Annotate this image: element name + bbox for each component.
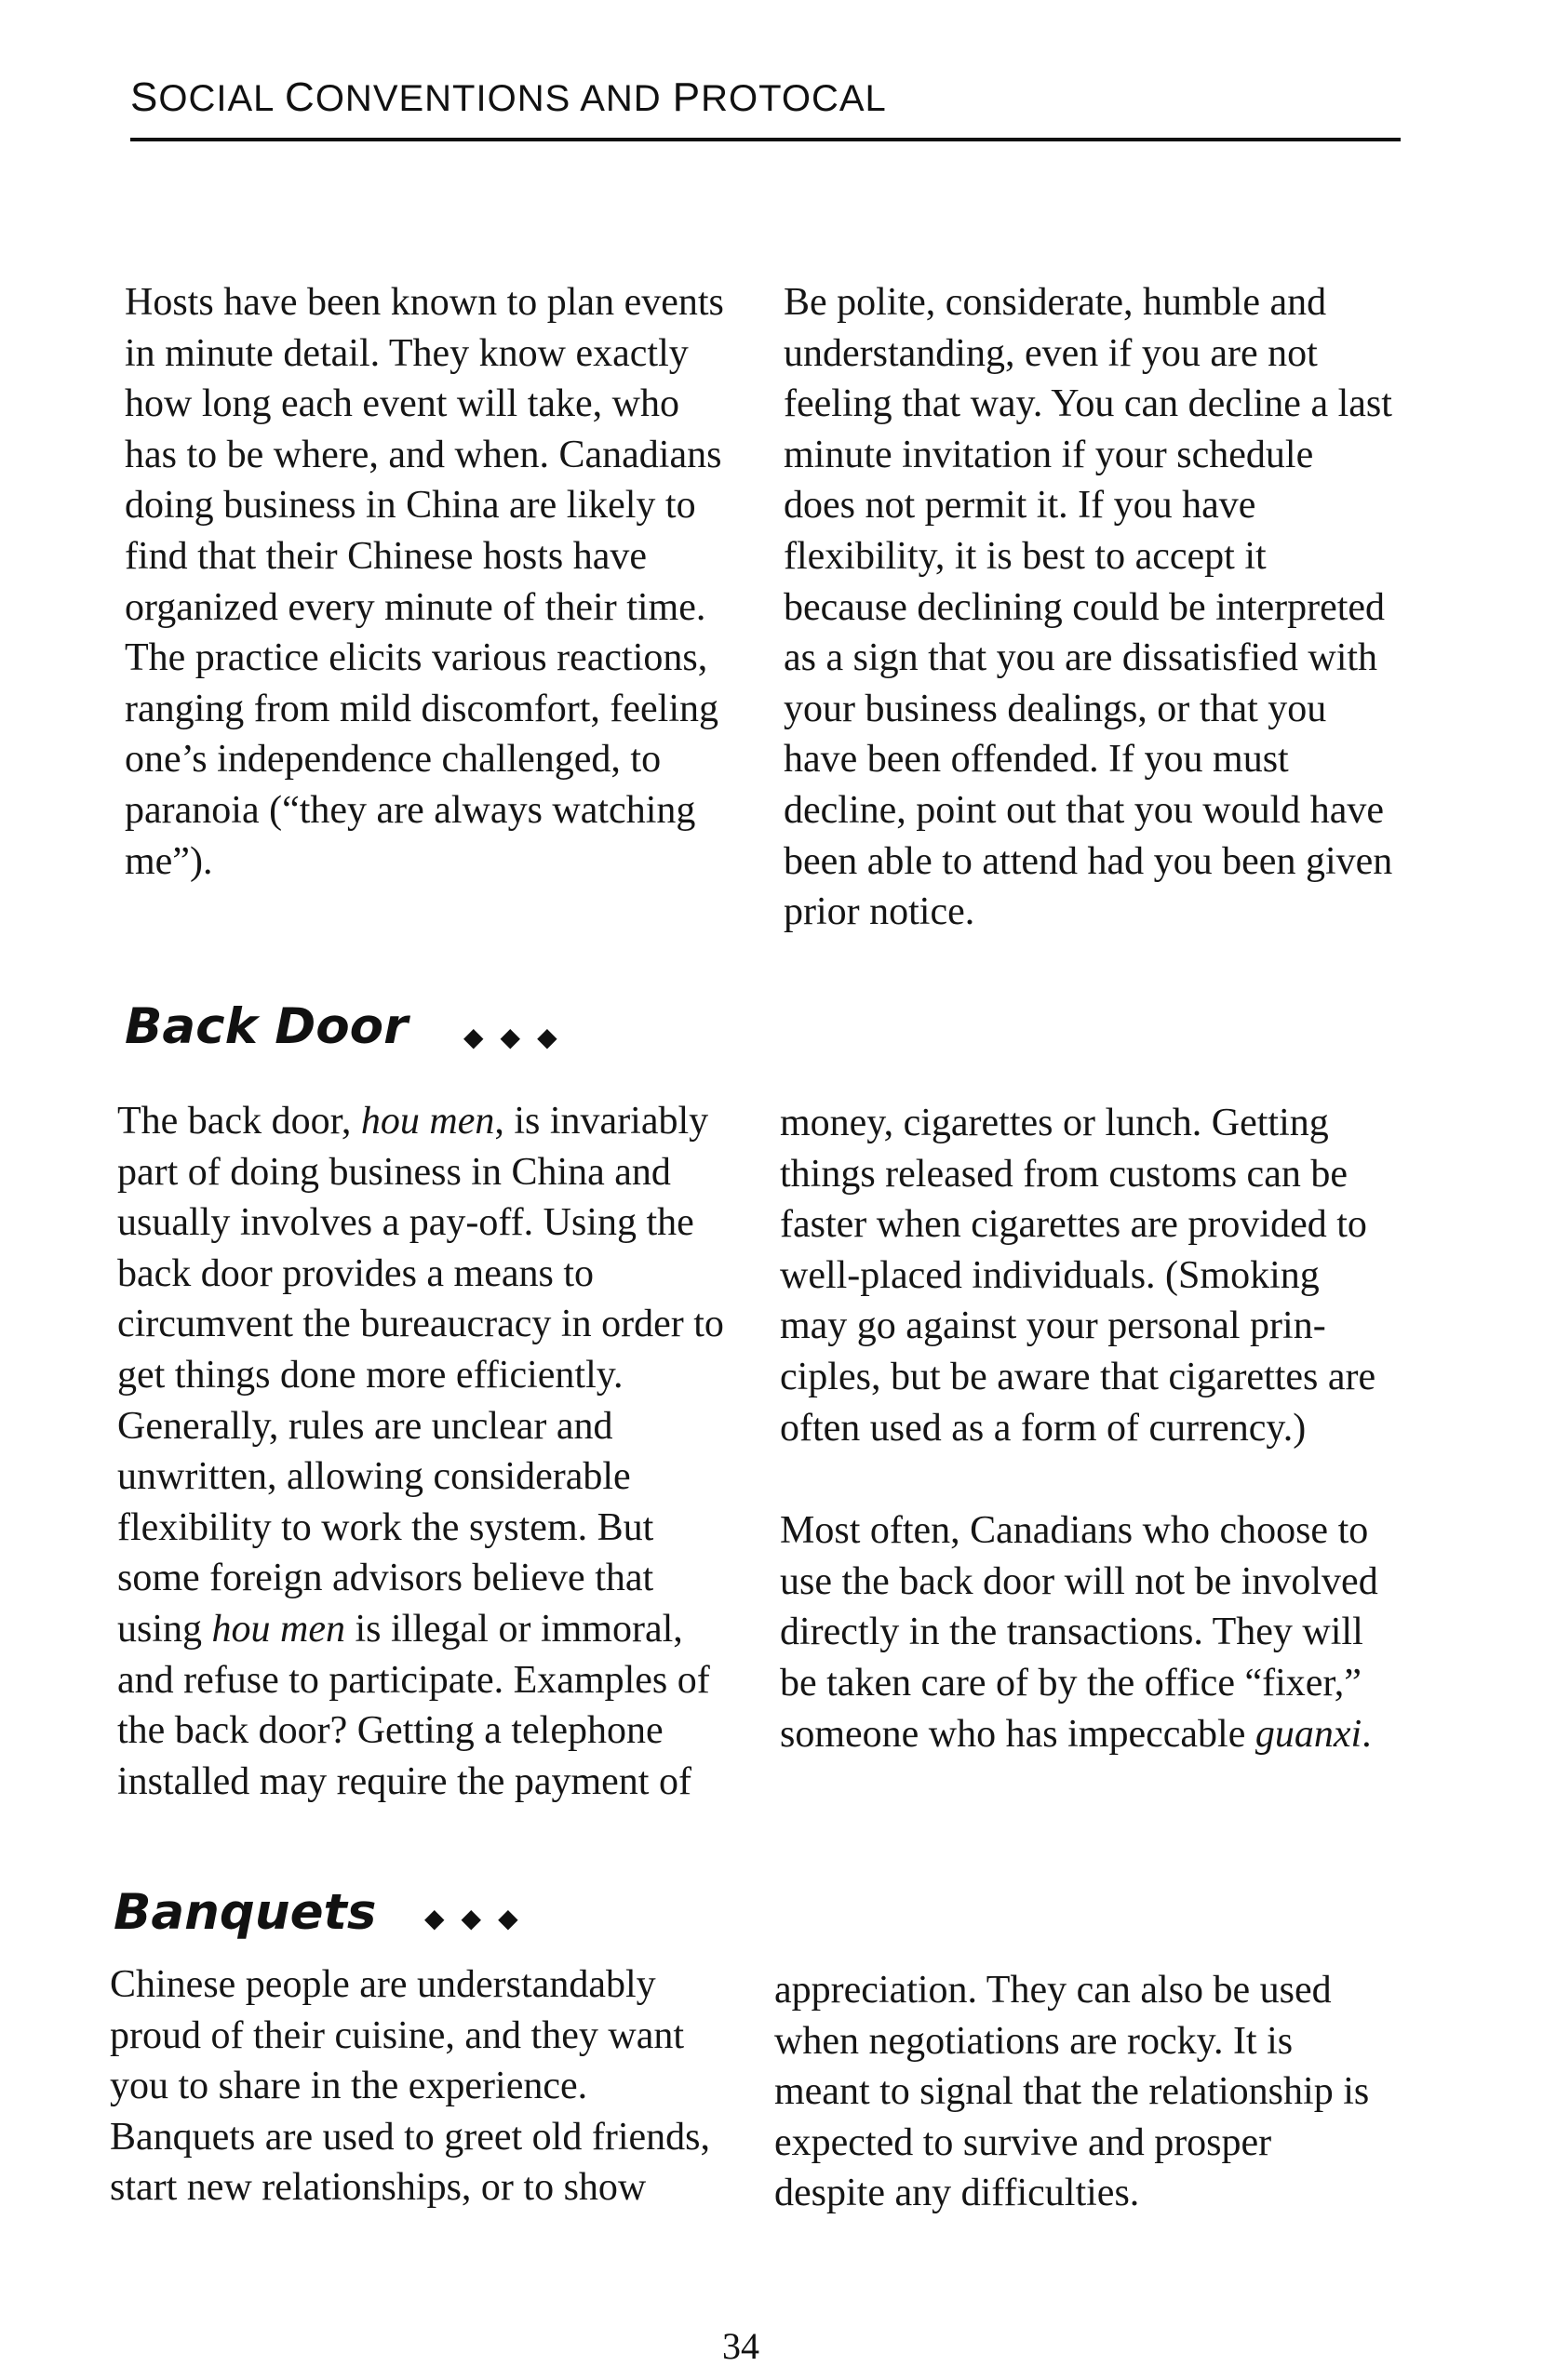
text-line: may go against your personal prin- bbox=[780, 1304, 1326, 1348]
text-line: doing business in China are likely to bbox=[125, 484, 696, 528]
diamond-ornament-icon: ◆◆◆ bbox=[424, 1903, 535, 1933]
text-run: is illegal or immoral, bbox=[345, 1607, 683, 1651]
text-line: paranoia (“they are always watching bbox=[125, 788, 696, 832]
header-initial-p: P bbox=[672, 74, 702, 120]
text-line: prior notice. bbox=[784, 890, 975, 934]
section-heading-back-door: Back Door bbox=[125, 998, 409, 1055]
text-line: your business dealings, or that you bbox=[784, 687, 1327, 730]
text-line: minute invitation if your schedule bbox=[784, 433, 1314, 476]
text-lines bbox=[117, 1151, 724, 1600]
text-line: and refuse to participate. Examples of bbox=[117, 1658, 710, 1702]
text-line: have been offended. If you must bbox=[784, 738, 1289, 782]
header-text-rotocal: ROTOCAL bbox=[701, 78, 887, 119]
text-line: Be polite, considerate, humble and bbox=[784, 281, 1327, 324]
text-line: be taken care of by the office “fixer,” bbox=[780, 1661, 1362, 1705]
text-line: how long each event will take, who bbox=[125, 382, 679, 426]
text-line: usually involves a pay-off. Using the bbox=[117, 1201, 694, 1245]
text-line: flexibility, it is best to accept it bbox=[784, 534, 1267, 578]
text-line: does not permit it. If you have bbox=[784, 484, 1256, 528]
text-line: start new relationships, or to show bbox=[110, 2166, 647, 2210]
text-line: because declining could be interpreted bbox=[784, 585, 1386, 629]
text-line: Chinese people are understandably bbox=[110, 1963, 656, 2006]
text-line: appreciation. They can also be used bbox=[774, 1969, 1332, 2012]
header-initial-c: C bbox=[285, 74, 315, 120]
banquets-right-paragraph bbox=[774, 1965, 1416, 2219]
text-line: organized every minute of their time. bbox=[125, 585, 706, 629]
text-line: often used as a form of currency.) bbox=[780, 1406, 1307, 1450]
running-header bbox=[130, 74, 1398, 121]
back-door-left-paragraph bbox=[117, 1096, 750, 1807]
text-line: well-placed individuals. (Smoking bbox=[780, 1253, 1320, 1297]
text-run: someone who has impeccable bbox=[780, 1712, 1255, 1756]
back-door-right-paragraph-2 bbox=[780, 1505, 1422, 1759]
text-line: things released from customs can be bbox=[780, 1152, 1348, 1196]
header-initial-s: S bbox=[130, 74, 159, 120]
intro-right-column bbox=[784, 277, 1416, 938]
text-line: decline, point out that you would have bbox=[784, 788, 1385, 832]
banquets-left-paragraph bbox=[110, 1959, 761, 2213]
term-guanxi: guanxi bbox=[1255, 1712, 1362, 1756]
text-line: Hosts have been known to plan events bbox=[125, 281, 724, 324]
intro-left-column bbox=[125, 277, 739, 887]
text-line: despite any difficulties. bbox=[774, 2172, 1140, 2215]
text-line: money, cigarettes or lunch. Getting bbox=[780, 1102, 1329, 1144]
text-line: The practice elicits various reactions, bbox=[125, 636, 708, 680]
text-line: Banquets are used to greet old friends, bbox=[110, 2115, 710, 2159]
text-line: me”). bbox=[125, 839, 213, 883]
text-line: feeling that way. You can decline a last bbox=[784, 382, 1392, 426]
back-door-left-column bbox=[117, 1096, 750, 1807]
text-line: ciples, but be aware that cigarettes are bbox=[780, 1355, 1376, 1398]
text-line: been able to attend had you been given bbox=[784, 839, 1393, 883]
page-number: 34 bbox=[722, 2325, 759, 2367]
text-line: installed may require the payment of bbox=[117, 1759, 691, 1803]
text-run: The back door, bbox=[117, 1100, 361, 1143]
banquets-left-column bbox=[110, 1959, 761, 2213]
text-line: some foreign advisors believe that bbox=[117, 1557, 654, 1600]
text-run: . bbox=[1362, 1712, 1372, 1756]
text-line: find that their Chinese hosts have bbox=[125, 534, 648, 578]
text-line: part of doing business in China and bbox=[117, 1150, 671, 1194]
text-line: in minute detail. They know exactly bbox=[125, 331, 689, 375]
text-line: when negotiations are rocky. It is bbox=[774, 2019, 1294, 2063]
text-line: expected to survive and prosper bbox=[774, 2120, 1272, 2164]
text-line: flexibility to work the system. But bbox=[117, 1505, 654, 1549]
text-line: Most often, Canadians who choose to bbox=[780, 1509, 1369, 1553]
text-line: the back door? Getting a telephone bbox=[117, 1709, 664, 1753]
text-line: proud of their cuisine, and they want bbox=[110, 2013, 684, 2057]
header-text-onventions: ONVENTIONS AND bbox=[315, 78, 673, 119]
text-line: one’s independence challenged, to bbox=[125, 738, 662, 782]
text-line: has to be where, and when. Canadians bbox=[125, 433, 722, 476]
text-line: get things done more efficiently. bbox=[117, 1353, 624, 1397]
header-text-ocial: OCIAL bbox=[158, 78, 286, 119]
back-door-right-paragraph-1 bbox=[780, 1098, 1422, 1453]
text-line: directly in the transactions. They will bbox=[780, 1611, 1363, 1654]
section-heading-banquets: Banquets bbox=[114, 1884, 377, 1941]
text-lines bbox=[780, 1509, 1378, 1705]
text-lines bbox=[117, 1659, 710, 1803]
text-line: use the back door will not be involved bbox=[780, 1559, 1378, 1603]
text-line: back door provides a means to bbox=[117, 1251, 595, 1295]
text-line: unwritten, allowing considerable bbox=[117, 1455, 631, 1499]
text-run: , is invariably bbox=[494, 1100, 709, 1143]
banquets-right-column bbox=[774, 1965, 1416, 2219]
term-hou-men: hou men bbox=[211, 1607, 345, 1651]
text-run: using bbox=[117, 1607, 212, 1651]
text-line: faster when cigarettes are provided to bbox=[780, 1203, 1367, 1247]
header-rule bbox=[130, 138, 1401, 141]
text-line: you to share in the experience. bbox=[110, 2065, 588, 2108]
back-door-right-column bbox=[780, 1098, 1422, 1759]
diamond-ornament-icon: ◆◆◆ bbox=[463, 1022, 574, 1052]
text-line: understanding, even if you are not bbox=[784, 331, 1318, 375]
text-line: as a sign that you are dissatisfied with bbox=[784, 636, 1378, 680]
term-hou-men: hou men bbox=[360, 1100, 495, 1143]
intro-left-paragraph bbox=[125, 277, 739, 887]
intro-right-paragraph bbox=[784, 277, 1416, 938]
text-line: circumvent the bureaucracy in order to bbox=[117, 1303, 724, 1346]
text-line: Generally, rules are unclear and bbox=[117, 1404, 613, 1448]
text-line: meant to signal that the relationship is bbox=[774, 2070, 1370, 2114]
text-line: ranging from mild discomfort, feeling bbox=[125, 687, 719, 730]
